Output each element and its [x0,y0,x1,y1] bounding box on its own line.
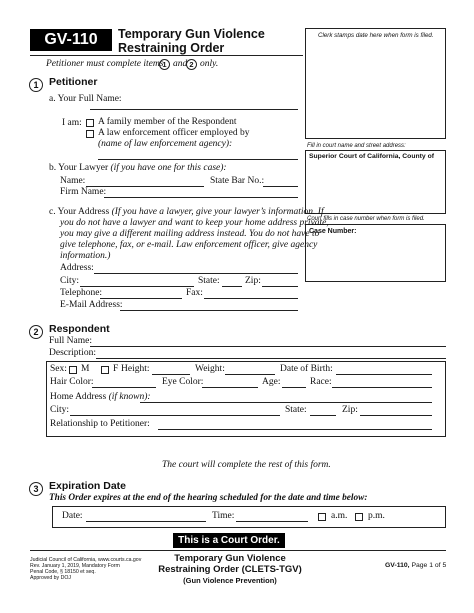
weight-label: Weight: [195,364,225,374]
footer-title-line2: Restraining Order (CLETS-TGV) [158,564,302,575]
dob-field[interactable] [336,374,432,375]
expiration-box [52,506,446,528]
section3-number: 3 [29,482,43,496]
respondent-full-name-field[interactable] [90,346,446,347]
description-label: Description: [49,348,96,358]
respondent-full-name-label: Full Name: [49,336,93,346]
am-checkbox[interactable] [318,513,326,521]
instructions-and: and [173,59,188,69]
lawyer-name-label: Name: [60,176,86,186]
city-field[interactable] [80,286,194,287]
sex-f-checkbox[interactable] [101,366,109,374]
your-address-label [49,207,324,217]
eye-color-field[interactable] [202,387,258,388]
weight-field[interactable] [225,374,275,375]
form-id-badge: GV-110 [30,29,112,51]
footer-title-line3: (Gun Violence Prevention) [183,576,277,585]
fax-label: Fax: [186,288,203,298]
instructions [46,59,163,69]
footer-page [385,562,446,569]
address-field[interactable] [94,273,298,274]
court-fill-note: Fill in court name and street address: [307,143,406,149]
your-address-note-line1: you do not have a lawyer and want to keep your home address private, [60,218,329,228]
your-lawyer-label [49,163,227,173]
expiration-time-field[interactable] [236,521,308,522]
header-divider [30,55,303,56]
your-full-name-field[interactable] [90,109,298,110]
state-bar-label: State Bar No.: [210,176,265,186]
your-lawyer-text: b. Your Lawyer [49,163,109,173]
court-order-banner: This is a Court Order. [173,533,285,548]
pm-checkbox[interactable] [355,513,363,521]
age-field[interactable] [282,387,306,388]
your-address-note-line4: information.) [60,251,111,261]
family-member-label: A family member of the Respondent [98,117,237,127]
expiration-time-label: Time: [212,511,235,521]
case-fill-note: Court fills in case number when form is filed. [307,216,425,222]
home-address-note: (if known): [108,392,151,402]
footer-page-number: Page 1 of 5 [411,562,447,569]
respondent-state-field[interactable] [310,415,336,416]
your-lawyer-note: (if you have one for this case): [110,163,227,173]
section1-heading: Petitioner [49,76,98,88]
home-address-label [50,392,151,402]
clerk-stamp-box [305,28,446,139]
state-bar-field[interactable] [263,186,298,187]
age-label: Age: [262,377,281,387]
email-label: E-Mail Address: [60,300,123,310]
law-officer-label: A law enforcement officer employed by [98,128,250,138]
footer-left-line2: Penal Code, § 18150 et seq. [30,569,96,575]
footer-left-line1: Rev. January 1, 2019, Mandatory Form [30,563,120,569]
expiration-date-label: Date: [62,511,83,521]
instructions-item1-circle: 1 [159,59,170,70]
state-label: State: [198,276,220,286]
section3-heading: Expiration Date [49,480,127,492]
footer-form-id: GV-110, [385,562,410,569]
home-address-field[interactable] [140,402,432,403]
your-full-name-label: a. Your Full Name: [49,94,122,104]
footer-divider [30,550,446,551]
city-label: City: [60,276,80,286]
zip-field[interactable] [262,286,298,287]
relationship-label: Relationship to Petitioner: [50,419,150,429]
footer-title-line1: Temporary Gun Violence [174,553,286,564]
respondent-state-label: State: [285,405,307,415]
i-am-label: I am: [62,118,82,128]
eye-color-label: Eye Color: [162,377,204,387]
address-label: Address: [60,263,94,273]
firm-name-field[interactable] [104,197,298,198]
race-label: Race: [310,377,332,387]
your-address-text: c. Your Address [49,207,110,217]
instructions-item2-circle: 2 [186,59,197,70]
race-field[interactable] [332,387,432,388]
clerk-stamp-note: Clerk stamps date here when form is filed. [318,32,434,39]
family-member-checkbox[interactable] [86,119,94,127]
sex-m-checkbox[interactable] [69,366,77,374]
pm-label: p.m. [368,511,385,521]
sex-f-label: F [113,364,119,374]
hair-color-label: Hair Color: [50,377,94,387]
form-title-line1: Temporary Gun Violence [118,27,265,41]
court-completes-note: The court will complete the rest of this form. [162,460,331,470]
am-label: a.m. [331,511,348,521]
footer-left-line3: Approved by DOJ [30,575,71,581]
state-field[interactable] [222,286,242,287]
law-agency-label: (name of law enforcement agency): [98,139,233,149]
instructions-pre: Petitioner must complete items [46,59,164,69]
section2-number: 2 [29,325,43,339]
relationship-field[interactable] [158,429,432,430]
description-field[interactable] [96,358,446,359]
email-field[interactable] [120,310,298,311]
home-address-text: Home Address [50,392,107,402]
sex-m-label: M [81,364,90,374]
height-label: Height: [121,364,150,374]
expiration-date-field[interactable] [86,521,206,522]
sex-label: Sex: [50,364,67,374]
your-address-note-line0: (If you have a lawyer, give your lawyer’s information. If [111,207,324,217]
fax-field[interactable] [204,298,298,299]
respondent-city-label: City: [50,405,70,415]
section1-number: 1 [29,78,43,92]
respondent-zip-field[interactable] [360,415,432,416]
firm-name-label: Firm Name: [60,187,107,197]
telephone-label: Telephone: [60,288,103,298]
form-title-line2: Restraining Order [118,41,225,55]
court-name-label: Superior Court of California, County of [309,153,434,160]
your-address-note-line3: give telephone, fax, or e-mail. Law enforcement officer, give agency [60,240,318,250]
section2-heading: Respondent [49,323,110,335]
dob-label: Date of Birth: [280,364,333,374]
case-number-label: Case Number: [309,228,357,235]
height-field[interactable] [152,374,190,375]
law-officer-checkbox[interactable] [86,130,94,138]
your-address-note-line2: you may give a different mailing address instead. You do not have to [60,229,320,239]
telephone-field[interactable] [100,298,182,299]
zip-label: Zip: [245,276,261,286]
respondent-zip-label: Zip: [342,405,358,415]
section3-subheading: This Order expires at the end of the hearing scheduled for the date and time below: [49,493,368,503]
footer-left-line0: Judicial Council of California, www.courts.ca.gov [30,557,142,563]
hair-color-field[interactable] [92,387,156,388]
law-agency-field[interactable] [98,159,298,160]
respondent-city-field[interactable] [70,415,280,416]
instructions-post: only. [200,59,219,69]
